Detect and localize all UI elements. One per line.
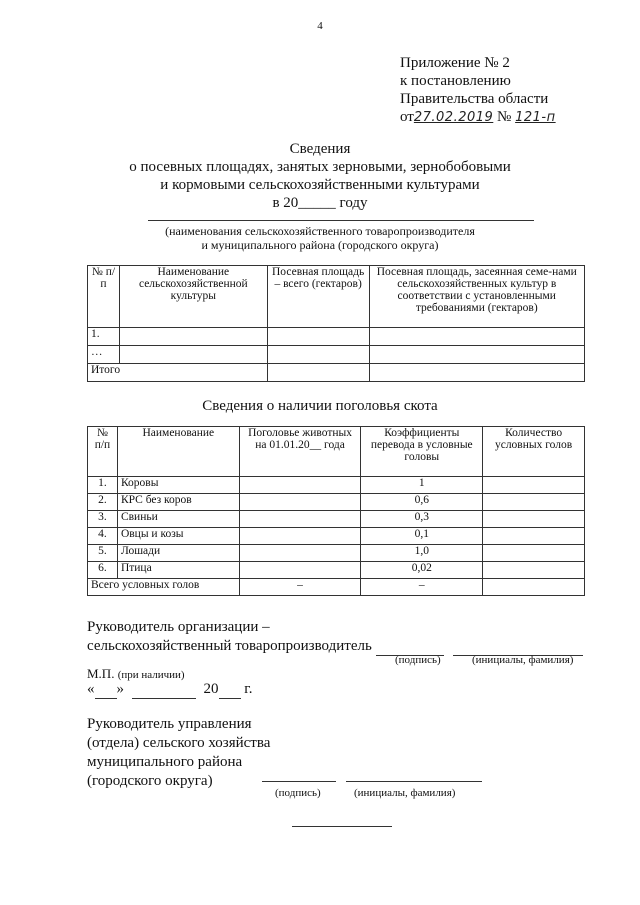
date-open-quote: « bbox=[87, 681, 95, 697]
row-number: 5. bbox=[88, 545, 118, 562]
coefficient: 0,3 bbox=[361, 511, 483, 528]
total-label: Всего условных голов bbox=[88, 579, 240, 596]
cell bbox=[267, 328, 369, 346]
animal-name: Свиньи bbox=[117, 511, 239, 528]
sig2-line-1: Руководитель управления bbox=[87, 716, 252, 732]
producer-name-line bbox=[148, 220, 534, 221]
livestock-table-header bbox=[88, 427, 585, 477]
producer-caption bbox=[0, 224, 640, 252]
table-row bbox=[88, 562, 585, 579]
sig2-caption-name: (инициалы, фамилия) bbox=[354, 787, 456, 799]
title-line-4: в 20_____ году bbox=[272, 195, 368, 211]
date-prefix: от bbox=[400, 109, 414, 125]
col-header-coefficient: Коэффициенты перевода в условные головы bbox=[361, 427, 483, 477]
year-blank bbox=[219, 698, 241, 699]
col-header-headcount: Поголовье животных на 01.01.20__ года bbox=[239, 427, 361, 477]
animal-name: Лошади bbox=[117, 545, 239, 562]
row-number: 1. bbox=[88, 328, 120, 346]
crops-table bbox=[87, 265, 585, 382]
col-header-number: № п/п bbox=[88, 266, 120, 328]
row-number: 6. bbox=[88, 562, 118, 579]
cell bbox=[239, 545, 361, 562]
title-line-2: о посевных площадях, занятых зерновыми, зернобобовыми bbox=[129, 159, 511, 175]
handwritten-number: 121-п bbox=[515, 110, 556, 125]
coefficient: 1 bbox=[361, 477, 483, 494]
sig2-name-blank bbox=[346, 781, 482, 782]
animal-name: Коровы bbox=[117, 477, 239, 494]
table-row bbox=[88, 328, 585, 346]
total-label: Итого bbox=[88, 364, 268, 382]
signature-block-2 bbox=[87, 715, 270, 791]
cell bbox=[239, 494, 361, 511]
cell bbox=[369, 328, 585, 346]
livestock-table bbox=[87, 426, 585, 596]
cell bbox=[239, 562, 361, 579]
col-header-number: № п/п bbox=[88, 427, 118, 477]
cell bbox=[119, 328, 267, 346]
coefficient: 0,02 bbox=[361, 562, 483, 579]
cell bbox=[483, 494, 585, 511]
cell bbox=[483, 477, 585, 494]
cell bbox=[483, 545, 585, 562]
stamp-note: (при наличии) bbox=[117, 669, 185, 681]
col-header-total-area: Посевная площадь – всего (гектаров) bbox=[267, 266, 369, 328]
year-prefix: 20 bbox=[203, 681, 219, 697]
sig2-line-4: (городского округа) bbox=[87, 773, 213, 789]
appendix-date-line bbox=[400, 108, 556, 127]
appendix-line-3: Правительства области bbox=[400, 91, 549, 107]
animal-name: КРС без коров bbox=[117, 494, 239, 511]
sig2-line-3: муниципального района bbox=[87, 754, 243, 770]
appendix-block bbox=[400, 54, 556, 127]
table-row bbox=[88, 346, 585, 364]
crops-table-header bbox=[88, 266, 585, 328]
table-row bbox=[88, 545, 585, 562]
row-number: … bbox=[88, 346, 120, 364]
title-line-1: Сведения bbox=[289, 141, 351, 157]
producer-caption-line-2: и муниципального района (городского округа) bbox=[201, 238, 439, 252]
table-row bbox=[88, 511, 585, 528]
sig1-caption-name: (инициалы, фамилия) bbox=[472, 654, 574, 666]
sig1-caption-sign: (подпись) bbox=[395, 654, 441, 666]
row-number: 1. bbox=[88, 477, 118, 494]
month-blank bbox=[132, 698, 196, 699]
cell bbox=[483, 562, 585, 579]
cell bbox=[369, 346, 585, 364]
row-number: 4. bbox=[88, 528, 118, 545]
table-row bbox=[88, 477, 585, 494]
table-row bbox=[88, 494, 585, 511]
number-prefix: № bbox=[497, 109, 512, 125]
day-blank bbox=[95, 698, 117, 699]
livestock-title: Сведения о наличии поголовья скота bbox=[202, 398, 438, 414]
animal-name: Овцы и козы bbox=[117, 528, 239, 545]
producer-caption-line-1: (наименования сельскохозяйственного товаропроизводителя bbox=[165, 224, 475, 238]
col-header-crop-name: Наименование сельскохозяйственной культуры bbox=[119, 266, 267, 328]
cell bbox=[369, 364, 585, 382]
appendix-line-2: к постановлению bbox=[400, 73, 511, 89]
closing-line bbox=[292, 826, 392, 827]
appendix-line-1: Приложение № 2 bbox=[400, 55, 510, 71]
coefficient: 0,1 bbox=[361, 528, 483, 545]
handwritten-date: 27.02.2019 bbox=[413, 110, 494, 125]
cell bbox=[483, 579, 585, 596]
page-number: 4 bbox=[317, 20, 323, 32]
coefficient: 0,6 bbox=[361, 494, 483, 511]
sig2-line-2: (отдела) сельского хозяйства bbox=[87, 735, 271, 751]
cell bbox=[119, 346, 267, 364]
table-row bbox=[88, 528, 585, 545]
col-header-conventional-heads: Количество условных голов bbox=[483, 427, 585, 477]
cell bbox=[483, 511, 585, 528]
sig2-caption-sign: (подпись) bbox=[275, 787, 321, 799]
document-title bbox=[0, 140, 640, 212]
cell bbox=[239, 477, 361, 494]
cell bbox=[483, 528, 585, 545]
col-header-seeded-area: Посевная площадь, засеянная семе-нами сельскохозяйственных культур в соответствии с установленными требованиями (гектаров) bbox=[369, 266, 585, 328]
year-suffix: г. bbox=[244, 681, 253, 697]
stamp-label: М.П. bbox=[87, 666, 115, 681]
total-dash: – bbox=[239, 579, 361, 596]
animal-name: Птица bbox=[117, 562, 239, 579]
col-header-name: Наименование bbox=[117, 427, 239, 477]
total-dash: – bbox=[361, 579, 483, 596]
row-number: 2. bbox=[88, 494, 118, 511]
sig2-signature-blank bbox=[262, 781, 336, 782]
signature-block-1 bbox=[87, 618, 583, 656]
cell bbox=[267, 364, 369, 382]
title-line-3: и кормовыми сельскохозяйственными культурами bbox=[160, 177, 480, 193]
date-close-quote: » bbox=[116, 681, 124, 697]
row-number: 3. bbox=[88, 511, 118, 528]
date-line bbox=[87, 680, 252, 699]
cell bbox=[239, 528, 361, 545]
total-row bbox=[88, 579, 585, 596]
sig1-line-2: сельскохозяйственный товаропроизводитель bbox=[87, 638, 372, 654]
coefficient: 1,0 bbox=[361, 545, 483, 562]
cell bbox=[239, 511, 361, 528]
total-row bbox=[88, 364, 585, 382]
sig1-line-1: Руководитель организации – bbox=[87, 619, 270, 635]
cell bbox=[267, 346, 369, 364]
